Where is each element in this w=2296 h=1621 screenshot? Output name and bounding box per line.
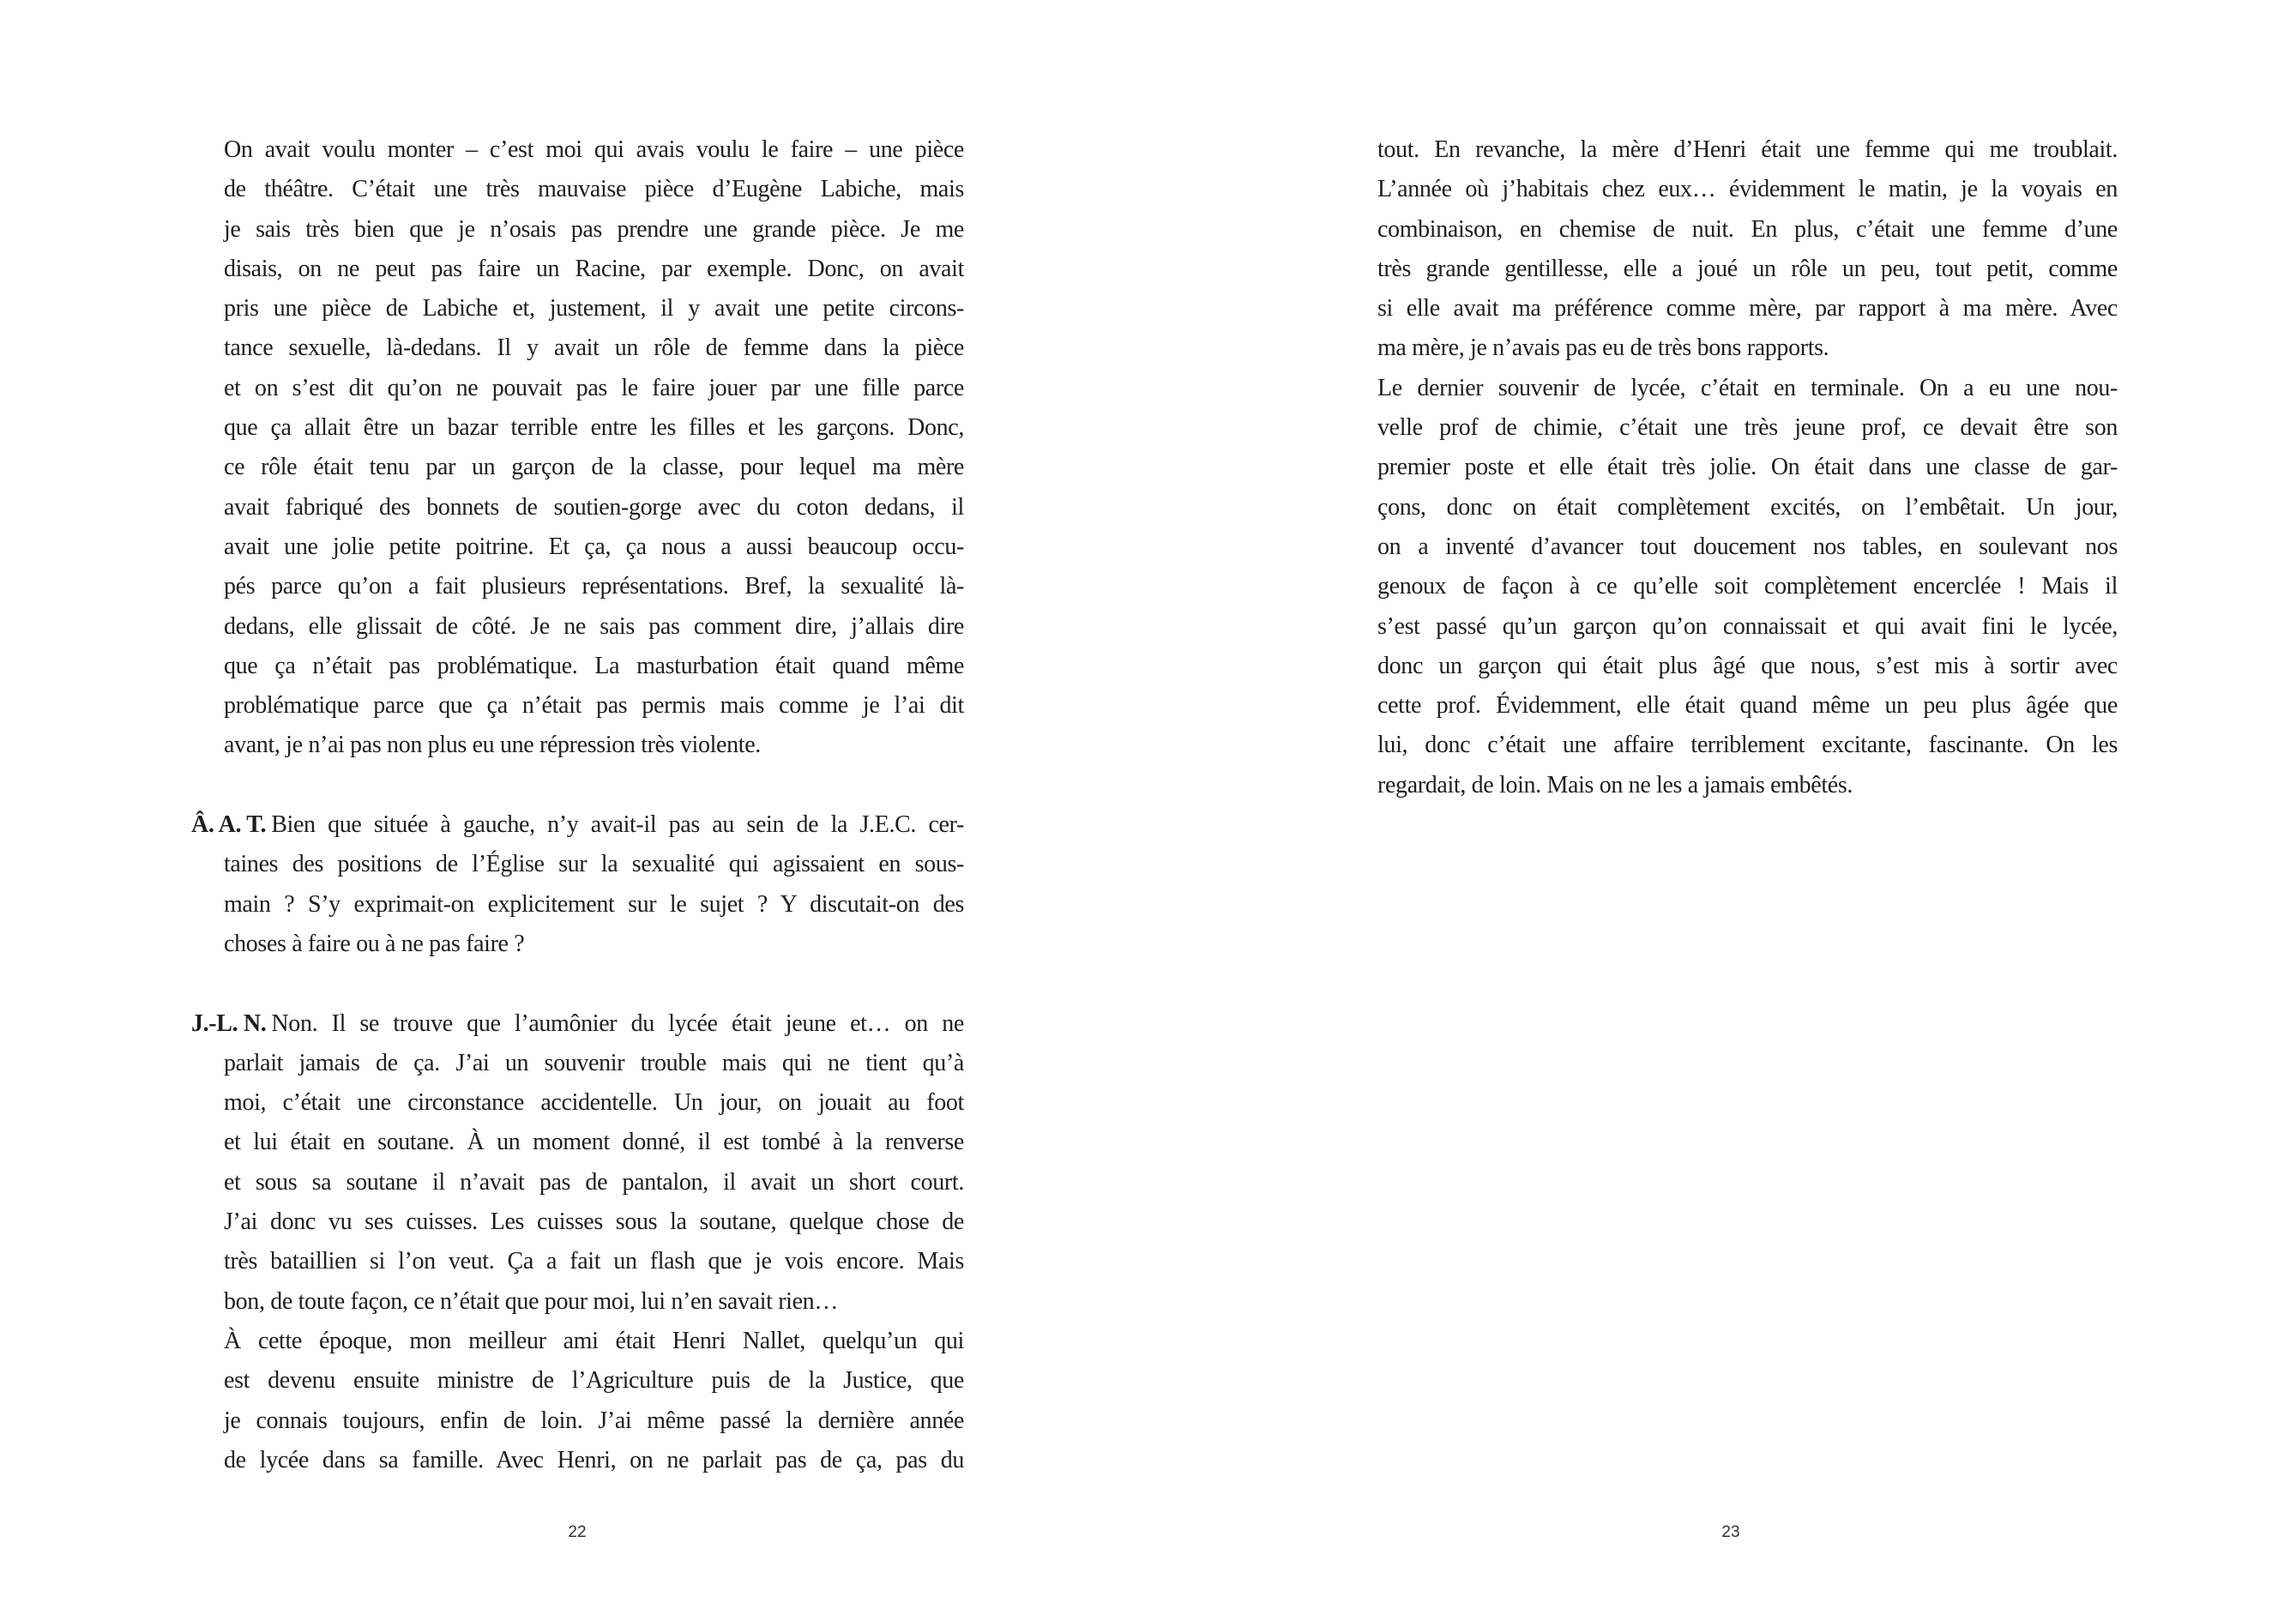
text-line: [224, 1282, 964, 1322]
text-line: [1377, 567, 2118, 606]
text-line: [224, 1123, 964, 1162]
line-text: ma mère, je n’avais pas eu de très bons rapports.: [1377, 334, 1829, 362]
text-line: [1377, 766, 2118, 805]
text-line: [224, 726, 964, 765]
line-text: je connais toujours, enfin de loin. J’ai même passé la dernière année: [224, 1407, 964, 1434]
text-line: [224, 845, 964, 884]
text-line: [224, 448, 964, 487]
text-line: [1377, 448, 2118, 487]
line-text: si elle avait ma préférence comme mère, par rapport à ma mère. Avec: [1377, 295, 2118, 322]
text-line: [1377, 289, 2118, 328]
text-line: [1377, 369, 2118, 408]
text-line: [224, 1202, 964, 1242]
line-text: pés parce qu’on a fait plusieurs représentations. Bref, la sexualité là-: [224, 573, 964, 600]
line-text: pris une pièce de Labiche et, justement, il y avait une petite circons-: [224, 295, 964, 322]
left-page-text: [191, 130, 964, 1480]
text-line: [224, 1242, 964, 1281]
line-text: et lui était en soutane. À un moment donné, il est tombé à la renverse: [224, 1129, 964, 1156]
line-text: de lycée dans sa famille. Avec Henri, on ne parlait pas de ça, pas du: [224, 1446, 964, 1473]
text-line: [1377, 527, 2118, 567]
text-line: [224, 250, 964, 289]
text-line: [224, 1322, 964, 1361]
line-text: donc un garçon qui était plus âgé que nous, s’est mis à sortir avec: [1377, 652, 2118, 679]
line-text: J’ai donc vu ses cuisses. Les cuisses sous la soutane, quelque chose de: [224, 1208, 964, 1236]
line-text: dedans, elle glissait de côté. Je ne sais pas comment dire, j’allais dire: [224, 612, 964, 640]
line-text: je sais très bien que je n’osais pas prendre une grande pièce. Je me: [224, 215, 964, 243]
text-line: [224, 607, 964, 647]
line-text: lui, donc c’était une affaire terriblement excitante, fascinante. On les: [1377, 732, 2118, 759]
line-text: et on s’est dit qu’on ne pouvait pas le faire jouer par une fille parce: [224, 374, 964, 401]
text-line: [224, 527, 964, 567]
text-line: [224, 647, 964, 686]
line-text: Non. Il se trouve que l’aumônier du lycée était jeune et… on ne: [271, 1009, 964, 1037]
text-line: [224, 210, 964, 250]
text-line: [1377, 210, 2118, 250]
line-text: À cette époque, mon meilleur ami était Henri Nallet, quelqu’un qui: [224, 1327, 964, 1354]
line-text: très grande gentillesse, elle a joué un rôle un peu, tout petit, comme: [1377, 255, 2118, 282]
line-text: avant, je n’ai pas non plus eu une répression très violente.: [224, 732, 761, 759]
line-text: Le dernier souvenir de lycée, c’était en terminale. On a eu une nou-: [1377, 374, 2118, 401]
line-text: main ? S’y exprimait-on explicitement sur le sujet ? Y discutait-on des: [224, 890, 964, 918]
text-line: [224, 1401, 964, 1441]
line-text: ce rôle était tenu par un garçon de la classe, pour lequel ma mère: [224, 454, 964, 481]
text-line: [1377, 686, 2118, 726]
interview-question-line: [191, 1004, 964, 1044]
speaker-initials: J.-L. N.: [191, 1009, 267, 1037]
line-text: avait une jolie petite poitrine. Et ça, ça nous a aussi beaucoup occu-: [224, 533, 964, 560]
line-text: premier poste et elle était très jolie. On était dans une classe de gar-: [1377, 454, 2118, 481]
text-line: [1377, 328, 2118, 368]
line-text: tout. En revanche, la mère d’Henri était une femme qui me troublait.: [1377, 136, 2118, 163]
text-line: [224, 964, 964, 1003]
text-line: [224, 1361, 964, 1401]
line-text: choses à faire ou à ne pas faire ?: [224, 930, 525, 957]
text-line: [224, 369, 964, 408]
text-line: [224, 1044, 964, 1083]
line-text: taines des positions de l’Église sur la sexualité qui agissaient en sous-: [224, 851, 964, 878]
text-line: [1377, 647, 2118, 686]
text-line: [1377, 130, 2118, 170]
line-text: cette prof. Évidemment, elle était quand même un peu plus âgée que: [1377, 692, 2118, 720]
text-line: [224, 1163, 964, 1202]
text-line: [224, 567, 964, 606]
line-text: s’est passé qu’un garçon qu’on connaissait et qui avait fini le lycée,: [1377, 612, 2118, 640]
text-line: [224, 408, 964, 448]
text-line: [224, 1083, 964, 1123]
line-text: bon, de toute façon, ce n’était que pour moi, lui n’en savait rien…: [224, 1287, 838, 1315]
text-line: [1377, 408, 2118, 448]
line-text: avait fabriqué des bonnets de soutien-gorge avec du coton dedans, il: [224, 493, 964, 521]
text-line: [224, 289, 964, 328]
text-line: [224, 1441, 964, 1480]
text-line: [1377, 607, 2118, 647]
text-line: [224, 488, 964, 527]
text-line: [224, 130, 964, 170]
line-text: très bataillien si l’on veut. Ça a fait un flash que je vois encore. Mais: [224, 1248, 964, 1275]
line-text: çons, donc on était complètement excités, on l’embêtait. Un jour,: [1377, 493, 2118, 521]
line-text: que ça allait être un bazar terrible entre les filles et les garçons. Donc,: [224, 414, 964, 442]
text-line: [224, 686, 964, 726]
page-number-left: 22: [568, 1523, 587, 1541]
page-number-right: 23: [1721, 1523, 1740, 1541]
line-text: L’année où j’habitais chez eux… évidemment le matin, je la voyais en: [1377, 176, 2118, 203]
text-line: [1377, 250, 2118, 289]
text-line: [1377, 170, 2118, 209]
text-line: [224, 766, 964, 805]
text-line: [1377, 488, 2118, 527]
line-text: On avait voulu monter – c’est moi qui avais voulu le faire – une pièce: [224, 136, 964, 163]
line-text: de théâtre. C’était une très mauvaise pièce d’Eugène Labiche, mais: [224, 176, 964, 203]
line-text: est devenu ensuite ministre de l’Agriculture puis de la Justice, que: [224, 1367, 964, 1395]
line-text: tance sexuelle, là-dedans. Il y avait un rôle de femme dans la pièce: [224, 334, 964, 362]
speaker-initials: Â. A. T.: [191, 811, 267, 839]
line-text: genoux de façon à ce qu’elle soit complètement encerclée ! Mais il: [1377, 573, 2118, 600]
text-line: [1377, 726, 2118, 765]
text-line: [224, 170, 964, 209]
line-text: problématique parce que ça n’était pas permis mais comme je l’ai dit: [224, 692, 964, 720]
line-text: disais, on ne peut pas faire un Racine, par exemple. Donc, on avait: [224, 255, 964, 282]
interview-question-line: [191, 805, 964, 845]
line-text: regardait, de loin. Mais on ne les a jamais embêtés.: [1377, 771, 1853, 798]
line-text: Bien que située à gauche, n’y avait-il pas au sein de la J.E.C. cer-: [271, 811, 964, 839]
text-line: [224, 328, 964, 368]
line-text: on a inventé d’avancer tout doucement nos tables, en soulevant nos: [1377, 533, 2118, 560]
line-text: combinaison, en chemise de nuit. En plus, c’était une femme d’une: [1377, 215, 2118, 243]
right-page-text: [1377, 130, 2118, 805]
line-text: moi, c’était une circonstance accidentelle. Un jour, on jouait au foot: [224, 1089, 964, 1117]
text-line: [224, 925, 964, 964]
text-line: [224, 885, 964, 925]
line-text: que ça n’était pas problématique. La masturbation était quand même: [224, 652, 964, 679]
line-text: et sous sa soutane il n’avait pas de pantalon, il avait un short court.: [224, 1168, 964, 1196]
line-text: velle prof de chimie, c’était une très jeune prof, ce devait être son: [1377, 414, 2118, 442]
line-text: parlait jamais de ça. J’ai un souvenir trouble mais qui ne tient qu’à: [224, 1049, 964, 1076]
